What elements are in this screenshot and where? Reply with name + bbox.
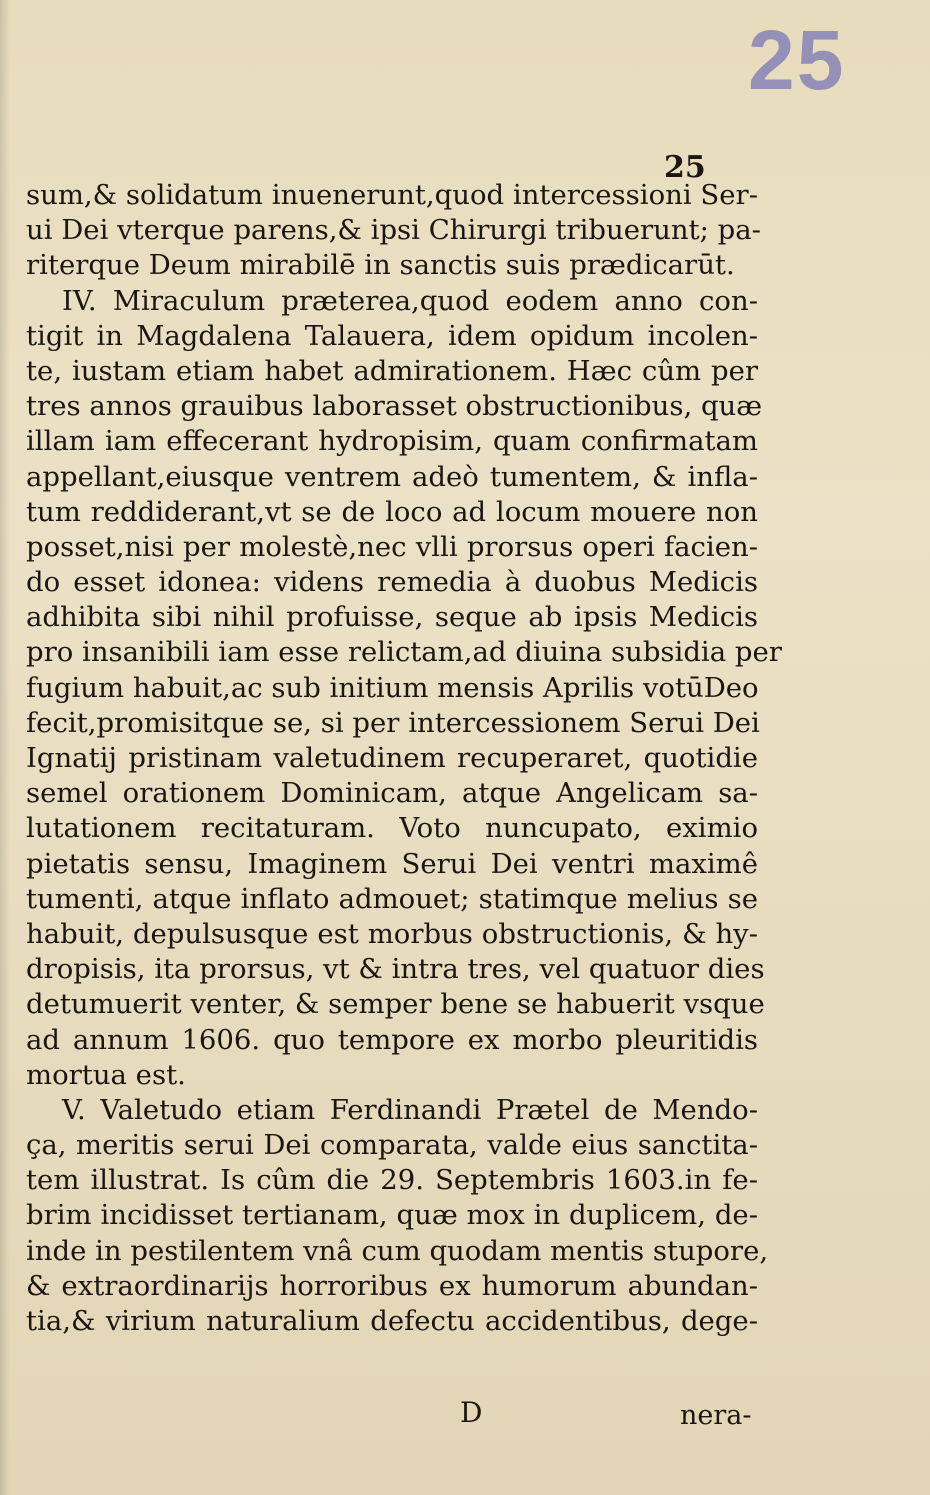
text-line: brim incidisset tertianam, quæ mox in duplicem, de- [26, 1199, 758, 1232]
text-line: tumenti, atque inflato admouet; statimque melius se [26, 882, 758, 915]
page-footer [0, 1396, 930, 1436]
text-line: Ignatij pristinam valetudinem recuperaret, quotidie [26, 742, 758, 774]
text-line: do esset idonea: videns remedia à duobus Medicis [26, 566, 758, 599]
text-line: sum,& solidatum inuenerunt,quod intercessioni Ser- [26, 179, 758, 211]
text-line: adhibita sibi nihil profuisse, seque ab ipsis Medicis [26, 601, 758, 634]
signature-mark: D [460, 1396, 483, 1429]
text-line: habuit, depulsusque est morbus obstructionis, & hy- [26, 917, 758, 950]
text-line: appellant,eiusque ventrem adeò tumentem, & infla- [26, 460, 758, 493]
page-edge-shadow [0, 0, 10, 1495]
text-line: posset,nisi per molestè,nec vlli prorsus operi facien- [26, 530, 758, 563]
text-line: illam iam effecerant hydropisim, quam confirmatam [26, 425, 758, 458]
text-line: lutationem recitaturam. Voto nuncupato, eximio [26, 812, 758, 845]
text-line: tres annos grauibus laborasset obstructionibus, quæ [26, 390, 763, 423]
text-line: semel orationem Dominicam, atque Angelicam sa- [26, 777, 758, 810]
text-line: dropisis, ita prorsus, vt & intra tres, vel quatuor dies [26, 953, 765, 986]
library-stamp-number: 25 [748, 13, 846, 107]
text-line: pietatis sensu, Imaginem Serui Dei ventri maximê [26, 847, 758, 880]
text-line: ui Dei vterque parens,& ipsi Chirurgi tribuerunt; pa- [26, 214, 761, 247]
text-line: tum reddiderant,vt se de loco ad locum mouere non [26, 495, 758, 528]
text-line: tigit in Magdalena Talauera, idem opidum incolen- [26, 319, 758, 352]
catchword: nera- [680, 1400, 752, 1431]
page-number: 25 [664, 150, 706, 185]
text-line: riterque Deum mirabilē in sanctis suis prædicarūt. [26, 249, 735, 282]
text-line: ad annum 1606. quo tempore ex morbo pleuritidis [26, 1023, 758, 1056]
text-line: tem illustrat. Is cûm die 29. Septembris 1603.in fe- [26, 1164, 758, 1197]
text-line: fugium habuit,ac sub initium mensis Aprilis votūDeo [26, 671, 759, 704]
text-line: & extraordinarijs horroribus ex humorum abundan- [26, 1269, 758, 1302]
text-line: ça, meritis serui Dei comparata, valde eius sanctita- [26, 1129, 758, 1162]
text-line: tia,& virium naturalium defectu accidentibus, dege- [26, 1305, 758, 1337]
paragraph-start-line: V. Valetudo etiam Ferdinandi Prætel de Mendo- [62, 1093, 758, 1126]
paragraph-start-line: IV. Miraculum præterea,quod eodem anno con- [62, 284, 758, 317]
body-text [26, 178, 782, 1339]
text-line: mortua est. [26, 1058, 186, 1091]
text-line: fecit,promisitque se, si per intercessionem Serui Dei [26, 706, 760, 739]
text-line: detumuerit venter, & semper bene se habuerit vsque [26, 988, 765, 1021]
text-line: inde in pestilentem vnâ cum quodam mentis stupore, [26, 1234, 769, 1267]
text-line: pro insanibili iam esse relictam,ad diuina subsidia per [26, 636, 782, 669]
text-line: te, iustam etiam habet admirationem. Hæc cûm per [26, 354, 758, 387]
